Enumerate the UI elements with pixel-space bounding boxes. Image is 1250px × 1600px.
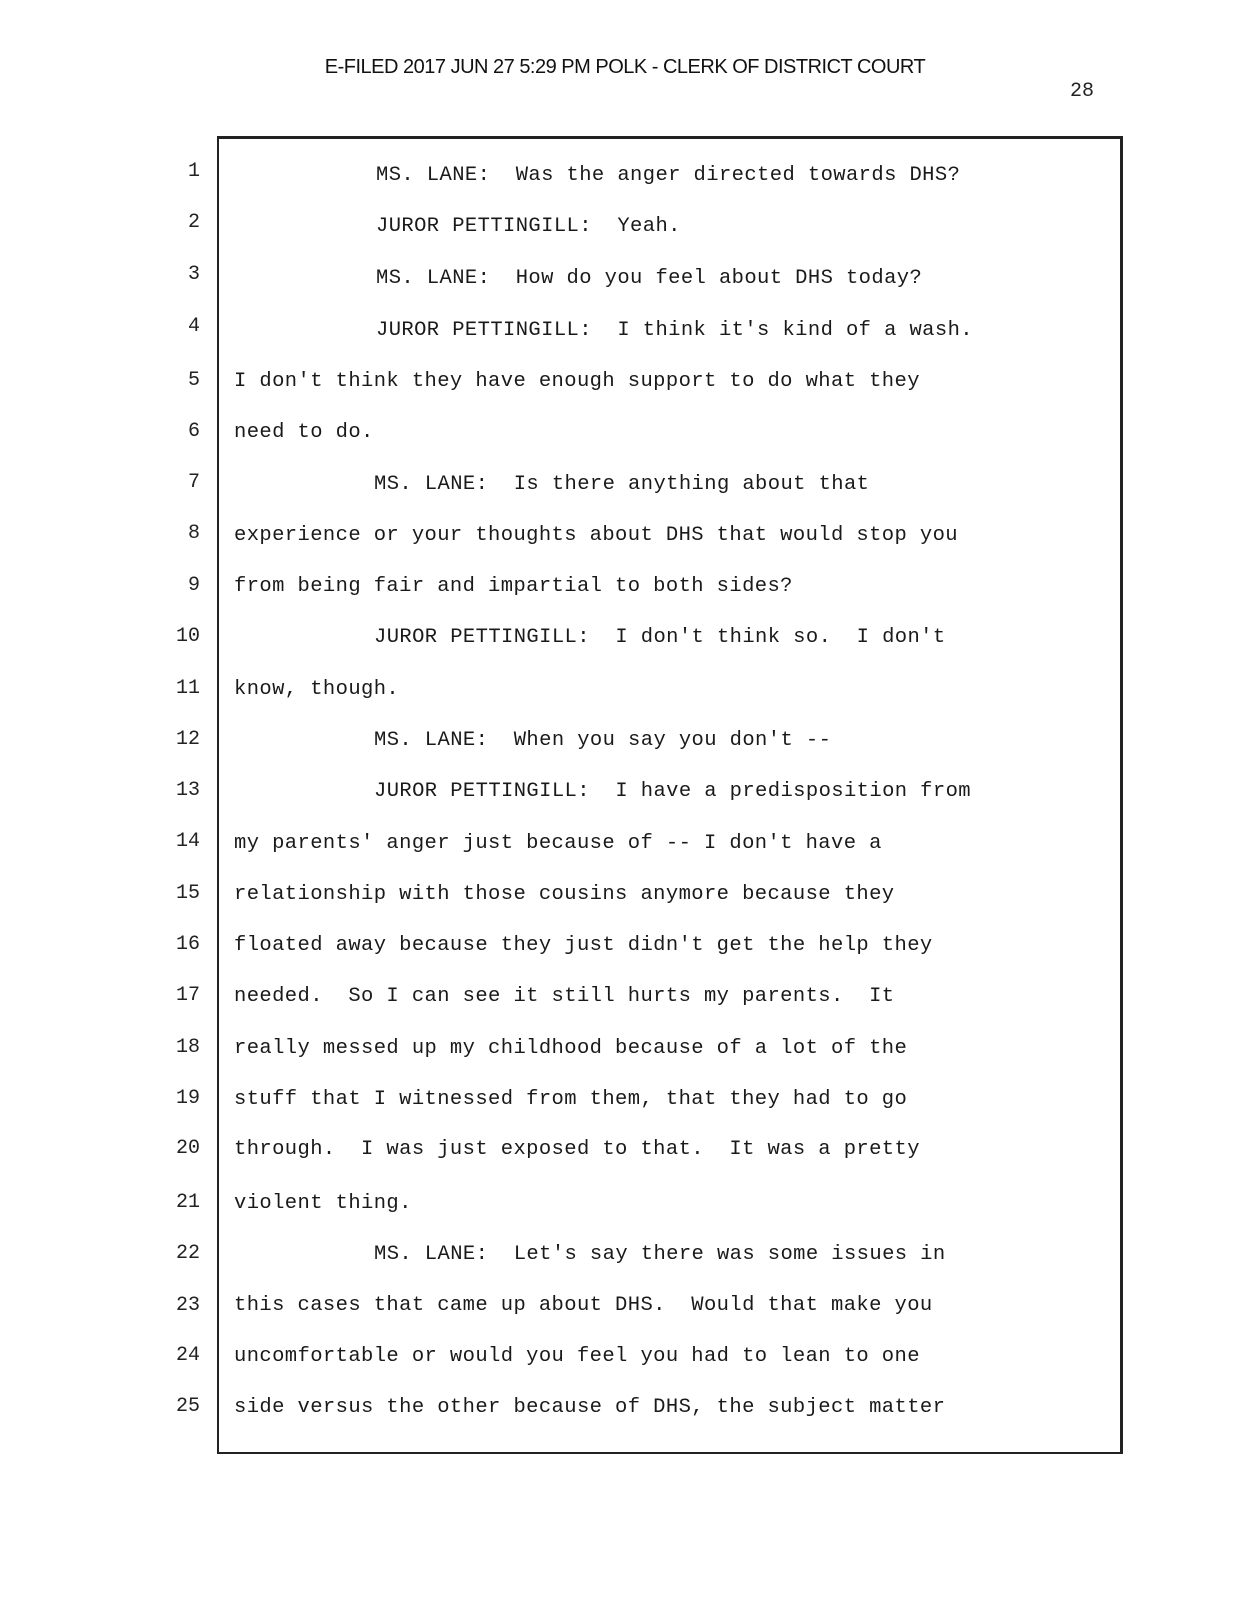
line-number: 7	[187, 471, 200, 494]
line-number: 8	[187, 522, 200, 545]
line-number: 18	[175, 1036, 200, 1059]
line-number: 9	[187, 574, 200, 597]
line-number: 6	[187, 420, 200, 443]
transcript-line: experience or your thoughts about DHS that would stop you	[234, 524, 959, 547]
line-number: 22	[175, 1242, 200, 1265]
line-number: 14	[175, 830, 200, 853]
transcript-line: JUROR PETTINGILL: I think it's kind of a wash.	[376, 319, 973, 342]
transcript-line: my parents' anger just because of -- I don't have a	[234, 832, 882, 855]
transcript-line: uncomfortable or would you feel you had to lean to one	[234, 1345, 920, 1368]
efiled-stamp: E-FILED 2017 JUN 27 5:29 PM POLK - CLERK OF DISTRICT COURT	[324, 56, 926, 78]
page-number: 28	[1069, 80, 1094, 103]
line-number: 3	[187, 263, 200, 286]
transcript-line: I don't think they have enough support to do what they	[234, 370, 920, 393]
transcript-line: JUROR PETTINGILL: I have a predisposition from	[374, 780, 971, 803]
line-number: 11	[175, 677, 200, 700]
line-number: 20	[175, 1137, 200, 1160]
line-number: 25	[175, 1395, 200, 1418]
line-number: 12	[175, 728, 200, 751]
line-number: 4	[187, 315, 200, 338]
line-number: 19	[175, 1087, 200, 1110]
transcript-line: violent thing.	[234, 1192, 412, 1215]
transcript-line: JUROR PETTINGILL: Yeah.	[376, 215, 681, 238]
transcript-line: side versus the other because of DHS, the subject matter	[234, 1396, 946, 1419]
transcript-line: MS. LANE: When you say you don't --	[374, 729, 832, 752]
transcript-line: this cases that came up about DHS. Would that make you	[234, 1294, 933, 1317]
transcript-line: through. I was just exposed to that. It was a pretty	[234, 1138, 920, 1161]
transcript-line: from being fair and impartial to both sides?	[234, 575, 793, 598]
transcript-line: MS. LANE: Was the anger directed towards DHS?	[376, 164, 961, 187]
transcript-line: really messed up my childhood because of a lot of the	[234, 1037, 908, 1060]
line-number: 17	[175, 984, 200, 1007]
transcript-line: know, though.	[234, 678, 400, 701]
transcript-line: MS. LANE: Is there anything about that	[374, 473, 870, 496]
line-number: 2	[187, 211, 200, 234]
line-number: 24	[175, 1344, 200, 1367]
line-number: 5	[187, 369, 200, 392]
transcript-line: stuff that I witnessed from them, that they had to go	[234, 1088, 908, 1111]
line-number: 21	[175, 1191, 200, 1214]
transcript-line: relationship with those cousins anymore because they	[234, 883, 895, 906]
line-number: 1	[187, 160, 200, 183]
transcript-line: floated away because they just didn't get the help they	[234, 934, 933, 957]
transcript-line: MS. LANE: Let's say there was some issues in	[374, 1243, 946, 1266]
line-number: 15	[175, 882, 200, 905]
line-number: 13	[175, 779, 200, 802]
line-number: 23	[175, 1294, 200, 1317]
line-number: 10	[175, 625, 200, 648]
transcript-line: MS. LANE: How do you feel about DHS today?	[376, 267, 923, 290]
line-number: 16	[175, 933, 200, 956]
transcript-line: JUROR PETTINGILL: I don't think so. I don't	[374, 626, 946, 649]
transcript-line: needed. So I can see it still hurts my parents. It	[234, 985, 895, 1008]
transcript-line: need to do.	[234, 421, 374, 444]
